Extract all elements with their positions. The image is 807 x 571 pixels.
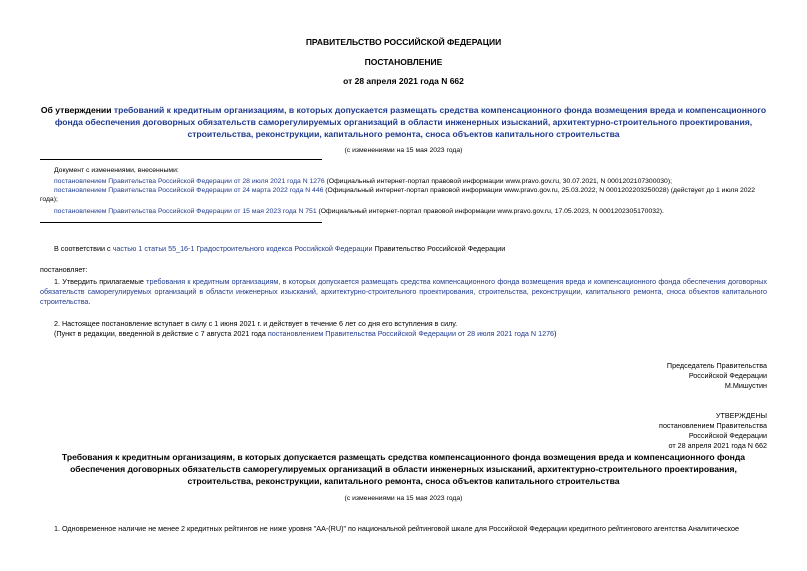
requirements-title: Требования к кредитным организациям, в которых допускается размещать средства компенсационного фонда возмещения вреда и компенсационного фонда обеспечения договорных обязательств саморегулируемых организаций в области инженерных изысканий, архитектурно-строительного проектирования, строительства, реконструкции, капитального ремонта, сноса объектов капитального строительства	[61, 452, 746, 486]
document-title	[38, 104, 769, 140]
approved-by: постановлением Правительства	[659, 421, 767, 430]
point-2-note-link[interactable]: постановлением Правительства Российской Федерации от 28 июля 2021 года N 1276	[267, 329, 555, 338]
preamble-suffix: Правительство Российской Федерации	[372, 244, 506, 253]
changes-note: (с изменениями на 15 мая 2023 года)	[344, 147, 463, 154]
amendments-intro: Документ с изменениями, внесенными:	[54, 167, 179, 174]
signature-name: М.Мишустин	[724, 381, 767, 390]
point-1	[40, 277, 767, 307]
title-requirements-link[interactable]: требований к кредитным организациям, в которых допускается размещать средства компенсационного фонда возмещения вреда и компенсационного фонда обеспечения договорных обязательств саморегулируемых организаций в области инженерных изысканий, архитектурно-строительного проектирования, строительства, реконструкции, капитального ремонта, сноса объектов капитального строительства	[54, 105, 767, 139]
title-prefix: Об утверждении	[40, 105, 114, 115]
preamble-code-link[interactable]: частью 1 статьи 55_16-1 Градостроительного кодекса Российской Федерации	[112, 244, 373, 253]
point-1-requirements-link[interactable]: требования к кредитным организациям, в которых допускается размещать средства компенсационного фонда возмещения вреда и компенсационного фонда обеспечения договорных обязательств саморегулируемых организаций в области инженерных изысканий, архитектурно-строительного проектирования, строительства, реконструкции, капитального ремонта, сноса объектов капитального строительства	[40, 277, 767, 306]
point-2-note-suffix: )	[554, 329, 557, 338]
point-2-note	[54, 329, 767, 339]
approved-block	[467, 411, 767, 451]
amendments-top-divider	[40, 159, 322, 160]
signature-block	[467, 361, 767, 391]
amendment-link-2[interactable]: постановлением Правительства Российской Федерации от 24 марта 2022 года N 446	[54, 187, 324, 194]
decides-text: постановляет:	[40, 265, 88, 274]
point-2-note-prefix: (Пункт в редакции, введенной в действие с 7 августа 2021 года	[54, 329, 268, 338]
amendment-item-1	[40, 177, 767, 186]
amendment-item-2	[40, 186, 767, 204]
amendment-item-3	[40, 207, 767, 216]
requirement-point-1: 1. Одновременное наличие не менее 2 кредитных рейтингов не ниже уровня "AA-(RU)" по национальной рейтинговой шкале для Российской Федерации кредитного рейтингового агентства Аналитическое	[54, 524, 739, 533]
preamble	[54, 244, 767, 254]
document-date-number: от 28 апреля 2021 года N 662	[343, 76, 464, 86]
amendment-link-1[interactable]: постановлением Правительства Российской Федерации от 28 июля 2021 года N 1276	[54, 178, 325, 185]
requirements-changes-note: (с изменениями на 15 мая 2023 года)	[344, 495, 463, 502]
point-2: 2. Настоящее постановление вступает в силу с 1 июня 2021 г. и действует в течение 6 лет со дня его вступления в силу.	[54, 319, 458, 328]
amendment-text-3: (Официальный интернет-портал правовой информации www.pravo.gov.ru, 17.05.2023, N 0001202305170032).	[316, 208, 664, 215]
preamble-prefix: В соответствии с	[54, 244, 113, 253]
approved-date: от 28 апреля 2021 года N 662	[668, 441, 767, 450]
signature-country: Российской Федерации	[688, 371, 767, 380]
amendments-bottom-divider	[40, 222, 322, 223]
amendment-text-1: (Официальный интернет-портал правовой информации www.pravo.gov.ru, 30.07.2021, N 0001202107300030);	[324, 178, 672, 185]
point-1-suffix: .	[88, 297, 91, 306]
approved-heading: УТВЕРЖДЕНЫ	[715, 411, 767, 420]
amendment-text-2: (Официальный интернет-портал правовой информации www.pravo.gov.ru, 25.03.2022, N 0001202203250028) (действует до 1 июля 2022 года);	[40, 187, 756, 203]
point-1-prefix: 1. Утвердить прилагаемые	[54, 277, 147, 286]
approved-country: Российской Федерации	[688, 431, 767, 440]
signature-position: Председатель Правительства	[666, 361, 767, 370]
document-type-heading: ПОСТАНОВЛЕНИЕ	[364, 57, 443, 67]
amendment-link-3[interactable]: постановлением Правительства Российской Федерации от 15 мая 2023 года N 751	[54, 208, 317, 215]
government-heading: ПРАВИТЕЛЬСТВО РОССИЙСКОЙ ФЕДЕРАЦИИ	[305, 37, 502, 47]
